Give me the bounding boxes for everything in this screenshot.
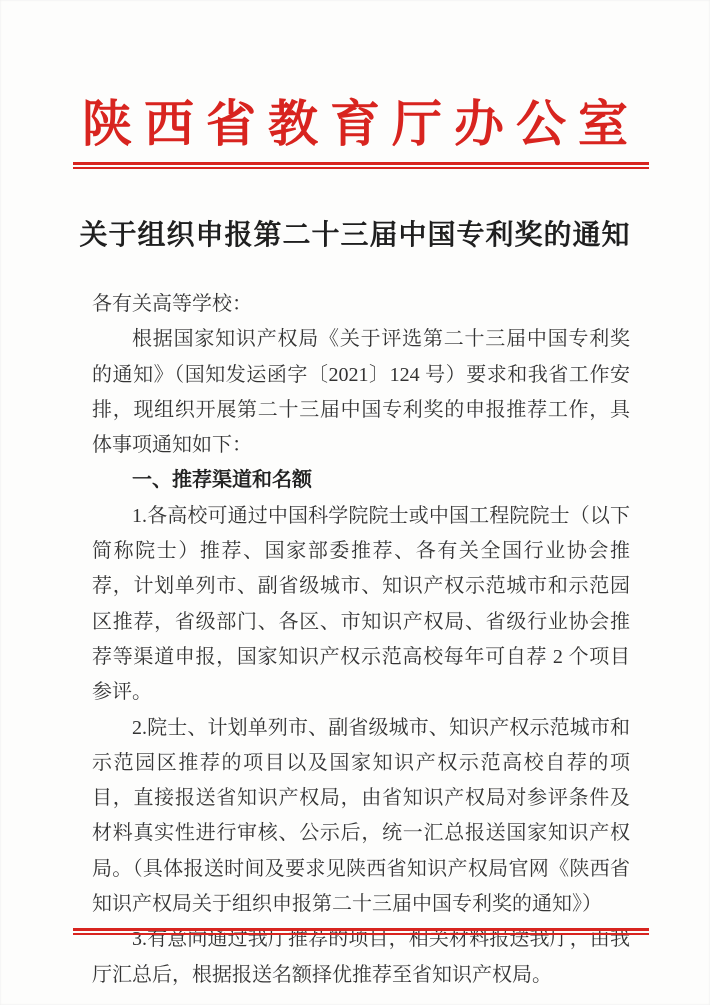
salutation: 各有关高等学校：: [92, 293, 252, 315]
paragraph-item-2: 2.院士、计划单列市、副省级城市、知识产权示范城市和示范园区推荐的项目以及国家知识产权示范高校自荐的项目，直接报送省知识产权局，由省知识产权局对参评条件及材料真实性进行审核、公示后，统一汇总报送国家知识产权局。（具体报送时间及要求见陕西省知识产权局官网《陕西省知识产权局关于组织申报第二十三届中国专利奖的通知》）: [92, 716, 630, 916]
document-title: 关于组织申报第二十三届中国专利奖的通知: [79, 220, 631, 251]
header-rule: [73, 162, 649, 169]
paragraph-item-3: 3.有意向通过我厅推荐的项目，相关材料报送我厅，由我厅汇总后，根据报送名额择优推荐至省知识产权局。: [92, 928, 630, 986]
document-body: [92, 287, 630, 993]
paragraph-intro: 根据国家知识产权局《关于评选第二十三届中国专利奖的通知》（国知发运函字〔2021〕124 号）要求和我省工作安排，现组织开展第二十三届中国专利奖的申报推荐工作，具体事项通知如下：: [92, 328, 630, 457]
footer-rule: [73, 928, 649, 935]
section-heading-recommendation-channels: 一、推荐渠道和名额: [132, 469, 312, 492]
paragraph-item-1: 1.各高校可通过中国科学院院士或中国工程院院士（以下简称院士）推荐、国家部委推荐、各有关全国行业协会推荐，计划单列市、副省级城市、知识产权示范城市和示范园区推荐，省级部门、各区、市知识产权局、省级行业协会推荐等渠道申报，国家知识产权示范高校每年可自荐 2 个项目参评。: [92, 504, 630, 704]
issuing-org-name: 陕西省教育厅办公室: [82, 96, 640, 152]
